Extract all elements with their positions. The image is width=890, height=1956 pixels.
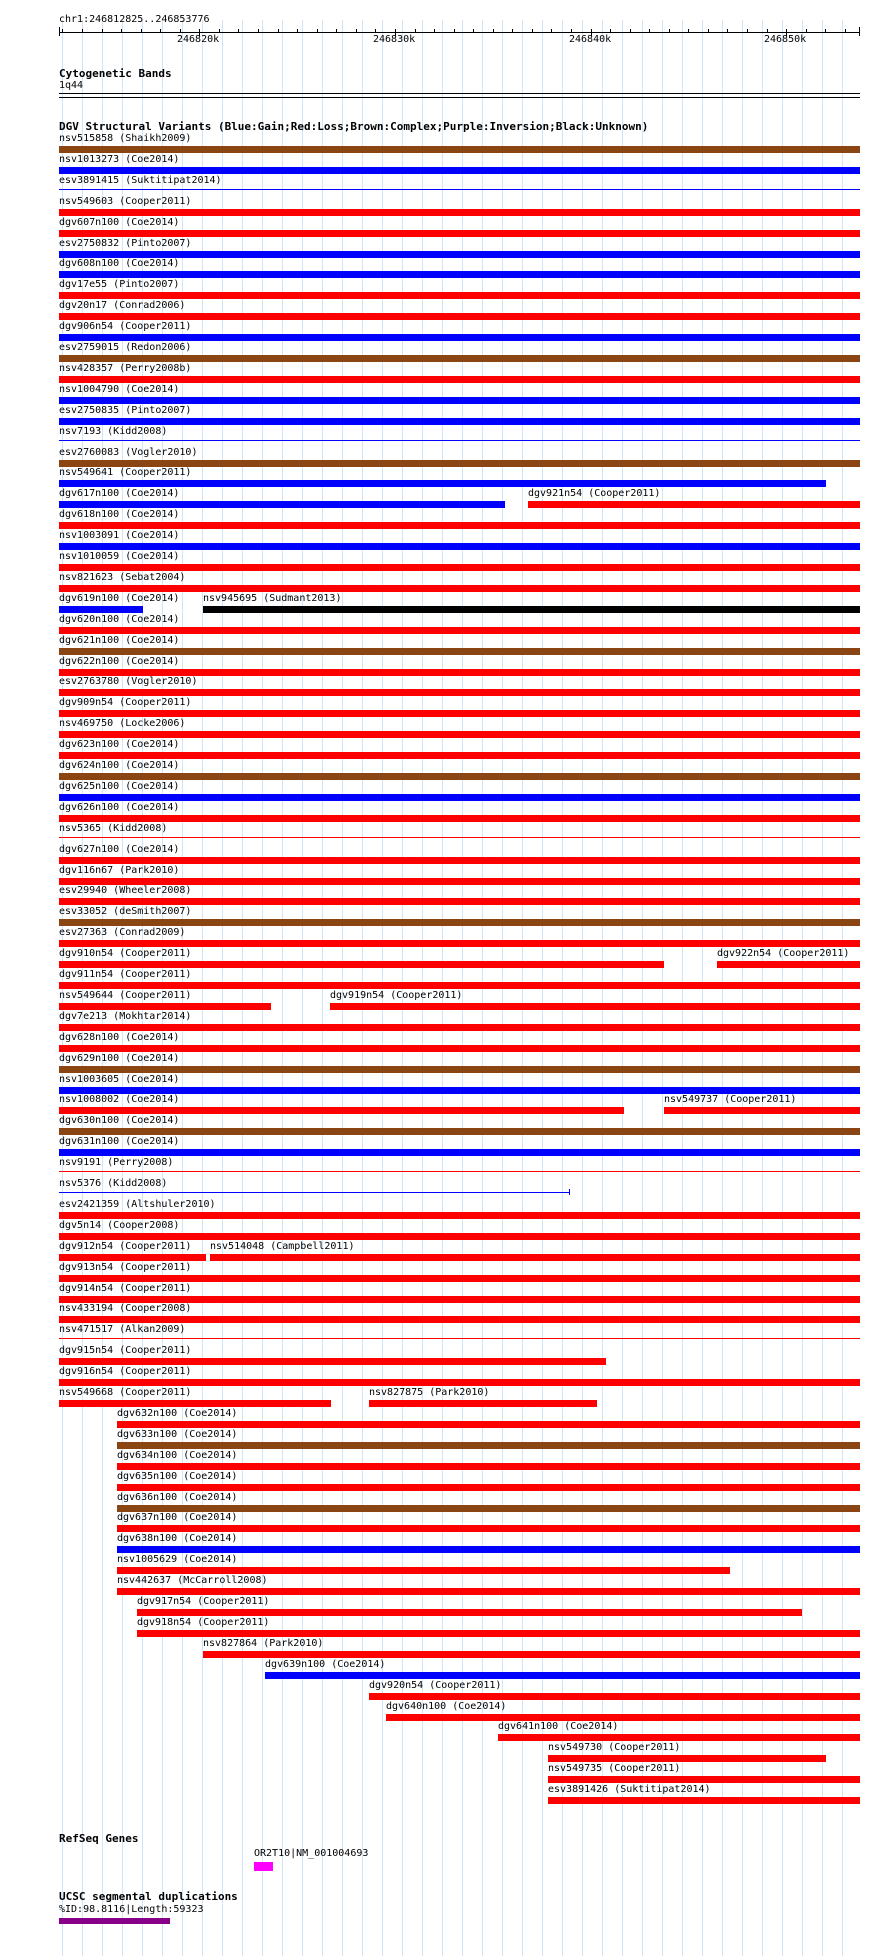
variant-feature[interactable] <box>369 1693 860 1700</box>
variant-feature[interactable] <box>59 189 860 190</box>
variant-label[interactable]: dgv917n54 (Cooper2011) <box>137 1596 270 1607</box>
variant-feature[interactable] <box>369 1400 597 1407</box>
variant-feature[interactable] <box>59 606 143 613</box>
variant-feature[interactable] <box>498 1734 860 1741</box>
variant-end-tick <box>569 1189 570 1195</box>
variant-label[interactable]: dgv638n100 (Coe2014) <box>117 1533 238 1544</box>
variant-label[interactable]: esv3891426 (Suktitipat2014) <box>548 1784 711 1795</box>
variant-feature[interactable] <box>59 440 860 441</box>
variant-label[interactable]: nsv549730 (Cooper2011) <box>548 1742 681 1753</box>
ruler-tick-label: 246820k <box>177 34 220 45</box>
variant-label[interactable]: dgv920n54 (Cooper2011) <box>369 1680 502 1691</box>
variant-label[interactable]: dgv916n54 (Cooper2011) <box>59 1366 192 1377</box>
variant-label[interactable]: nsv1010059 (Coe2014) <box>59 551 180 562</box>
variant-label[interactable]: nsv515858 (Shaikh2009) <box>59 133 192 144</box>
variant-feature[interactable] <box>117 1588 860 1595</box>
variant-feature[interactable] <box>59 355 860 362</box>
ruler-minor-tick <box>395 29 396 33</box>
variant-label[interactable]: esv2421359 (Altshuler2010) <box>59 1199 216 1210</box>
variant-feature[interactable] <box>59 669 860 676</box>
variant-label[interactable]: nsv827864 (Park2010) <box>203 1638 324 1649</box>
variant-label[interactable]: esv2763780 (Vogler2010) <box>59 676 198 687</box>
variant-feature[interactable] <box>59 710 860 717</box>
ruler-tick-label: 246850k <box>764 34 807 45</box>
variant-feature[interactable] <box>265 1672 860 1679</box>
variant-feature[interactable] <box>59 1128 860 1135</box>
variant-feature[interactable] <box>59 1254 206 1261</box>
variant-label[interactable]: nsv1004790 (Coe2014) <box>59 384 180 395</box>
variant-feature[interactable] <box>59 292 860 299</box>
variant-label[interactable]: esv29940 (Wheeler2008) <box>59 885 192 896</box>
variant-feature[interactable] <box>59 689 860 696</box>
variant-feature[interactable] <box>59 731 860 738</box>
ruler-minor-tick <box>317 29 318 33</box>
variant-label[interactable]: nsv1005629 (Coe2014) <box>117 1554 238 1565</box>
variant-feature[interactable] <box>203 606 860 613</box>
variant-label[interactable]: dgv641n100 (Coe2014) <box>498 1721 619 1732</box>
ruler-minor-tick <box>825 29 826 33</box>
variant-feature[interactable] <box>59 1400 331 1407</box>
variant-feature[interactable] <box>59 1358 606 1365</box>
ruler-minor-tick <box>180 29 181 33</box>
ruler-minor-tick <box>199 29 200 33</box>
variant-label[interactable]: nsv549737 (Cooper2011) <box>664 1094 797 1105</box>
variant-label[interactable]: nsv442637 (McCarroll2008) <box>117 1575 268 1586</box>
ruler-position: chr1:246812825..246853776 <box>59 14 210 25</box>
variant-label[interactable]: nsv9191 (Perry2008) <box>59 1157 174 1168</box>
variant-feature[interactable] <box>59 251 860 258</box>
refseq-gene-feature[interactable] <box>254 1862 273 1871</box>
variant-label[interactable]: dgv5n14 (Cooper2008) <box>59 1220 180 1231</box>
ruler-minor-tick <box>141 29 142 33</box>
variant-feature[interactable] <box>59 334 860 341</box>
variant-feature[interactable] <box>59 648 860 655</box>
ruler-minor-tick <box>571 29 572 33</box>
ruler-minor-tick <box>238 29 239 33</box>
variant-label[interactable]: dgv921n54 (Cooper2011) <box>528 488 661 499</box>
variant-feature[interactable] <box>330 1003 860 1010</box>
variant-label[interactable]: nsv827875 (Park2010) <box>369 1387 490 1398</box>
dgv-track-title: DGV Structural Variants (Blue:Gain;Red:Loss;Brown:Complex;Purple:Inversion;Black:Unknown) <box>59 120 649 133</box>
variant-feature[interactable] <box>59 961 664 968</box>
variant-label[interactable]: nsv549735 (Cooper2011) <box>548 1763 681 1774</box>
ruler-minor-tick <box>415 29 416 33</box>
ruler-minor-tick <box>688 29 689 33</box>
variant-feature[interactable] <box>59 773 860 780</box>
variant-feature[interactable] <box>59 752 860 759</box>
ruler-minor-tick <box>610 29 611 33</box>
ruler-minor-tick <box>297 29 298 33</box>
variant-feature[interactable] <box>59 480 826 487</box>
ruler-minor-tick <box>630 29 631 33</box>
ruler-minor-tick <box>767 29 768 33</box>
variant-label[interactable]: dgv912n54 (Cooper2011) <box>59 1241 192 1252</box>
variant-label[interactable]: dgv918n54 (Cooper2011) <box>137 1617 270 1628</box>
ruler-minor-tick <box>375 29 376 33</box>
ruler-minor-tick <box>708 29 709 33</box>
variant-label[interactable]: dgv922n54 (Cooper2011) <box>717 948 850 959</box>
ruler-minor-tick <box>473 29 474 33</box>
ruler-minor-tick <box>786 29 787 33</box>
segdup-label[interactable]: %ID:98.8116|Length:59323 <box>59 1904 204 1915</box>
ruler-tick-label: 246840k <box>569 34 612 45</box>
variant-feature[interactable] <box>59 271 860 278</box>
variant-feature[interactable] <box>117 1484 860 1491</box>
ruler-minor-tick <box>532 29 533 33</box>
variant-feature[interactable] <box>59 1316 860 1323</box>
variant-feature[interactable] <box>59 815 860 822</box>
variant-feature[interactable] <box>548 1776 860 1783</box>
variant-label[interactable]: dgv634n100 (Coe2014) <box>117 1450 238 1461</box>
variant-label[interactable]: dgv637n100 (Coe2014) <box>117 1512 238 1523</box>
variant-feature[interactable] <box>59 501 505 508</box>
variant-label[interactable]: nsv469750 (Locke2006) <box>59 718 186 729</box>
ruler-minor-tick <box>591 29 592 33</box>
variant-label[interactable]: dgv618n100 (Coe2014) <box>59 509 180 520</box>
segdup-feature[interactable] <box>59 1918 170 1924</box>
variant-feature[interactable] <box>59 627 860 634</box>
ruler-tick-label: 246830k <box>373 34 416 45</box>
ruler-minor-tick <box>219 29 220 33</box>
variant-label[interactable]: dgv909n54 (Cooper2011) <box>59 697 192 708</box>
variant-feature[interactable] <box>59 522 860 529</box>
variant-feature[interactable] <box>59 898 860 905</box>
variant-label[interactable]: dgv619n100 (Coe2014) <box>59 593 180 604</box>
variant-feature[interactable] <box>59 209 860 216</box>
variant-feature[interactable] <box>59 167 860 174</box>
variant-label[interactable]: dgv627n100 (Coe2014) <box>59 844 180 855</box>
variant-label[interactable]: nsv5365 (Kidd2008) <box>59 823 168 834</box>
variant-feature[interactable] <box>117 1463 860 1470</box>
variant-feature[interactable] <box>59 1087 860 1094</box>
variant-feature[interactable] <box>59 837 860 838</box>
variant-feature[interactable] <box>59 585 860 592</box>
ruler-minor-tick <box>806 29 807 33</box>
ruler-minor-tick <box>160 29 161 33</box>
variant-label[interactable]: dgv626n100 (Coe2014) <box>59 802 180 813</box>
variant-label[interactable]: esv2759015 (Redon2006) <box>59 342 192 353</box>
variant-label[interactable]: dgv640n100 (Coe2014) <box>386 1701 507 1712</box>
variant-feature[interactable] <box>664 1107 860 1114</box>
variant-label[interactable]: dgv7e213 (Mokhtar2014) <box>59 1011 192 1022</box>
variant-label[interactable]: nsv433194 (Cooper2008) <box>59 1303 192 1314</box>
variant-label[interactable]: esv2760083 (Vogler2010) <box>59 447 198 458</box>
variant-label[interactable]: nsv549641 (Cooper2011) <box>59 467 192 478</box>
variant-label[interactable]: nsv945695 (Sudmant2013) <box>203 593 342 604</box>
variant-feature[interactable] <box>59 1212 860 1219</box>
variant-feature[interactable] <box>59 1233 860 1240</box>
ruler-minor-tick <box>62 29 63 33</box>
variant-label[interactable]: dgv621n100 (Coe2014) <box>59 635 180 646</box>
ruler-minor-tick <box>493 29 494 33</box>
variant-feature[interactable] <box>548 1797 860 1804</box>
variant-label[interactable]: dgv631n100 (Coe2014) <box>59 1136 180 1147</box>
variant-label[interactable]: dgv636n100 (Coe2014) <box>117 1492 238 1503</box>
cytoband-label: 1q44 <box>59 80 84 91</box>
variant-label[interactable]: dgv632n100 (Coe2014) <box>117 1408 238 1419</box>
variant-label[interactable]: nsv428357 (Perry2008b) <box>59 363 192 374</box>
ruler-minor-tick <box>102 29 103 33</box>
variant-feature[interactable] <box>59 919 860 926</box>
variant-label[interactable]: dgv625n100 (Coe2014) <box>59 781 180 792</box>
variant-feature[interactable] <box>59 1024 860 1031</box>
variant-label[interactable]: dgv629n100 (Coe2014) <box>59 1053 180 1064</box>
ruler-minor-tick <box>845 29 846 33</box>
variant-label[interactable]: dgv17e55 (Pinto2007) <box>59 279 180 290</box>
variant-feature[interactable] <box>59 1003 271 1010</box>
variant-feature[interactable] <box>117 1525 860 1532</box>
ruler-minor-tick <box>336 29 337 33</box>
variant-feature[interactable] <box>59 1171 860 1172</box>
ruler-minor-tick <box>454 29 455 33</box>
variant-feature[interactable] <box>59 857 860 864</box>
variant-label[interactable]: dgv913n54 (Cooper2011) <box>59 1262 192 1273</box>
variant-feature[interactable] <box>59 230 860 237</box>
variant-label[interactable]: nsv1003605 (Coe2014) <box>59 1074 180 1085</box>
ruler-end-tick <box>59 27 60 36</box>
variant-label[interactable]: dgv608n100 (Coe2014) <box>59 258 180 269</box>
variant-feature[interactable] <box>137 1630 860 1637</box>
variant-label[interactable]: dgv914n54 (Cooper2011) <box>59 1283 192 1294</box>
variant-feature[interactable] <box>59 940 860 947</box>
ruler-minor-tick <box>551 29 552 33</box>
variant-feature[interactable] <box>59 564 860 571</box>
variant-label[interactable]: esv3891415 (Suktitipat2014) <box>59 175 222 186</box>
cytoband-line-bottom <box>59 97 860 98</box>
variant-feature[interactable] <box>59 313 860 320</box>
ruler-minor-tick <box>669 29 670 33</box>
refseq-track-title: RefSeq Genes <box>59 1832 139 1845</box>
ruler-end-tick <box>859 27 860 36</box>
variant-label[interactable]: nsv1013273 (Coe2014) <box>59 154 180 165</box>
variant-feature[interactable] <box>117 1442 860 1449</box>
variant-feature[interactable] <box>203 1651 860 1658</box>
variant-feature[interactable] <box>386 1714 860 1721</box>
variant-label[interactable]: nsv549644 (Cooper2011) <box>59 990 192 1001</box>
variant-label[interactable]: nsv821623 (Sebat2004) <box>59 572 186 583</box>
variant-feature[interactable] <box>137 1609 802 1616</box>
variant-feature[interactable] <box>59 794 860 801</box>
variant-label[interactable]: nsv514048 (Campbell2011) <box>210 1241 355 1252</box>
variant-feature[interactable] <box>117 1546 860 1553</box>
variant-label[interactable]: nsv7193 (Kidd2008) <box>59 426 168 437</box>
cytoband-line-top <box>59 93 860 94</box>
ruler-minor-tick <box>121 29 122 33</box>
variant-label[interactable]: nsv549668 (Cooper2011) <box>59 1387 192 1398</box>
variant-feature[interactable] <box>59 543 860 550</box>
ruler-minor-tick <box>356 29 357 33</box>
variant-label[interactable]: dgv906n54 (Cooper2011) <box>59 321 192 332</box>
variant-label[interactable]: nsv5376 (Kidd2008) <box>59 1178 168 1189</box>
variant-feature[interactable] <box>59 1338 860 1339</box>
ruler-minor-tick <box>747 29 748 33</box>
variant-label[interactable]: esv27363 (Conrad2009) <box>59 927 186 938</box>
variant-feature[interactable] <box>117 1505 860 1512</box>
variant-label[interactable]: dgv639n100 (Coe2014) <box>265 1659 386 1670</box>
variant-label[interactable]: dgv910n54 (Cooper2011) <box>59 948 192 959</box>
variant-feature[interactable] <box>528 501 860 508</box>
variant-label[interactable]: nsv1008002 (Coe2014) <box>59 1094 180 1105</box>
variant-label[interactable]: esv2750835 (Pinto2007) <box>59 405 192 416</box>
variant-label[interactable]: dgv919n54 (Cooper2011) <box>330 990 463 1001</box>
variant-label[interactable]: esv33052 (deSmith2007) <box>59 906 192 917</box>
ruler-minor-tick <box>434 29 435 33</box>
segdup-track-title: UCSC segmental duplications <box>59 1890 238 1903</box>
variant-feature[interactable] <box>59 1275 860 1282</box>
variant-label[interactable]: dgv116n67 (Park2010) <box>59 865 180 876</box>
variant-feature[interactable] <box>717 961 860 968</box>
variant-label[interactable]: dgv624n100 (Coe2014) <box>59 760 180 771</box>
variant-feature[interactable] <box>59 1066 860 1073</box>
ruler-minor-tick <box>649 29 650 33</box>
variant-label[interactable]: dgv20n17 (Conrad2006) <box>59 300 186 311</box>
variant-feature[interactable] <box>59 146 860 153</box>
variant-label[interactable]: dgv622n100 (Coe2014) <box>59 656 180 667</box>
variant-label[interactable]: dgv628n100 (Coe2014) <box>59 1032 180 1043</box>
refseq-gene-label[interactable]: OR2T10|NM_001004693 <box>254 1848 369 1859</box>
variant-label[interactable]: dgv911n54 (Cooper2011) <box>59 969 192 980</box>
variant-label[interactable]: dgv915n54 (Cooper2011) <box>59 1345 192 1356</box>
variant-feature[interactable] <box>210 1254 860 1261</box>
variant-label[interactable]: dgv633n100 (Coe2014) <box>117 1429 238 1440</box>
variant-feature[interactable] <box>59 1379 860 1386</box>
variant-feature[interactable] <box>548 1755 826 1762</box>
variant-label[interactable]: dgv630n100 (Coe2014) <box>59 1115 180 1126</box>
variant-feature[interactable] <box>59 418 860 425</box>
ruler-minor-tick <box>512 29 513 33</box>
variant-feature[interactable] <box>59 1045 860 1052</box>
variant-label[interactable]: dgv607n100 (Coe2014) <box>59 217 180 228</box>
cytoband-title: Cytogenetic Bands <box>59 67 172 80</box>
variant-feature[interactable] <box>59 1192 570 1193</box>
variant-label[interactable]: nsv1003091 (Coe2014) <box>59 530 180 541</box>
ruler-minor-tick <box>82 29 83 33</box>
variant-feature[interactable] <box>117 1567 730 1574</box>
variant-feature[interactable] <box>59 1296 860 1303</box>
variant-label[interactable]: nsv471517 (Alkan2009) <box>59 1324 186 1335</box>
ruler-minor-tick <box>258 29 259 33</box>
variant-feature[interactable] <box>59 460 860 467</box>
variant-feature[interactable] <box>59 397 860 404</box>
variant-label[interactable]: dgv635n100 (Coe2014) <box>117 1471 238 1482</box>
ruler-minor-tick <box>278 29 279 33</box>
variant-feature[interactable] <box>59 878 860 885</box>
variant-feature[interactable] <box>59 376 860 383</box>
variant-feature[interactable] <box>59 1149 860 1156</box>
variant-feature[interactable] <box>59 982 860 989</box>
variant-label[interactable]: esv2750832 (Pinto2007) <box>59 238 192 249</box>
variant-label[interactable]: dgv623n100 (Coe2014) <box>59 739 180 750</box>
variant-feature[interactable] <box>59 1107 624 1114</box>
variant-feature[interactable] <box>117 1421 860 1428</box>
variant-label[interactable]: nsv549603 (Cooper2011) <box>59 196 192 207</box>
ruler-minor-tick <box>727 29 728 33</box>
variant-label[interactable]: dgv620n100 (Coe2014) <box>59 614 180 625</box>
variant-label[interactable]: dgv617n100 (Coe2014) <box>59 488 180 499</box>
